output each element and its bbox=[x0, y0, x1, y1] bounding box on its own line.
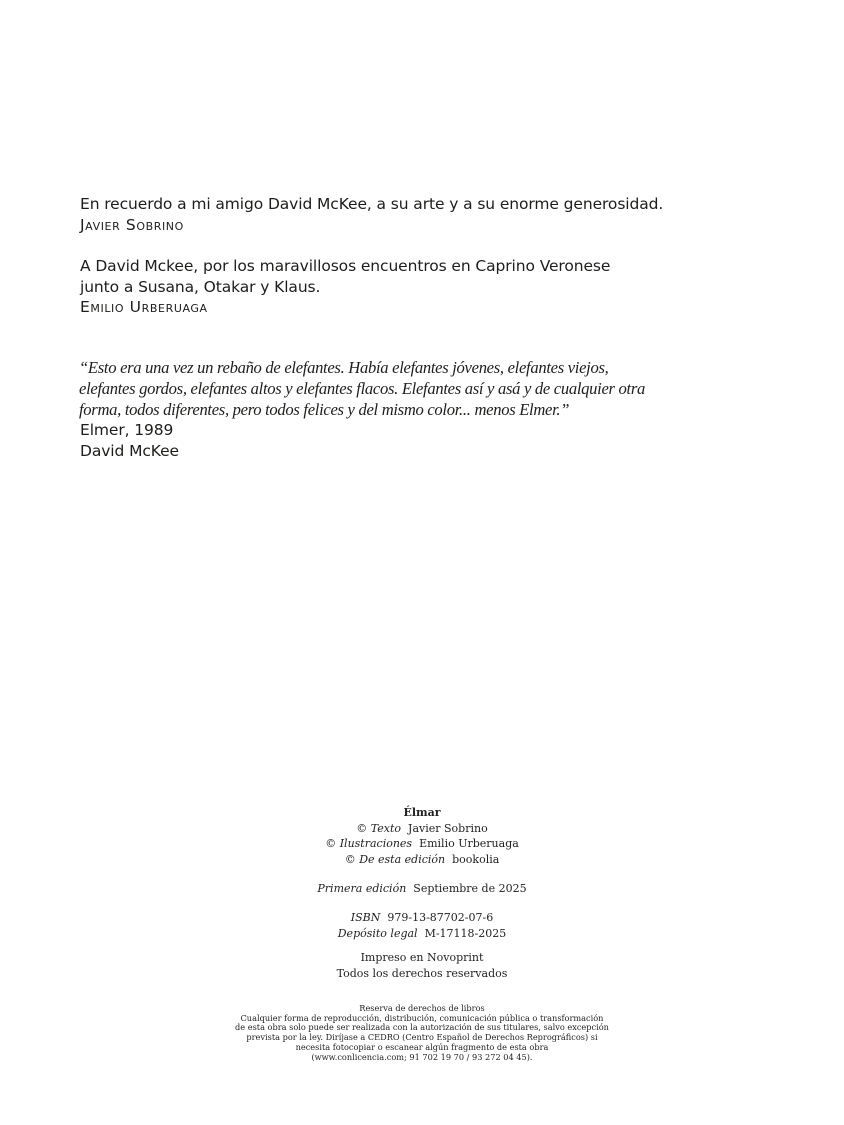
dedication-javier bbox=[80, 194, 664, 235]
legal-line: necesita fotocopiar o escanear algún fragmento de esta obra bbox=[295, 1041, 549, 1052]
dedication-author: Emilio Urberuaga bbox=[80, 298, 208, 316]
epigraph-quote bbox=[79, 358, 645, 420]
legal-line: (www.conlicencia.com; 91 702 19 70 / 93 272 04 45). bbox=[311, 1051, 533, 1062]
rights-reserved: Todos los derechos reservados bbox=[336, 966, 508, 980]
quote-source: Elmer, 1989 bbox=[80, 421, 174, 440]
colophon bbox=[222, 805, 622, 981]
legal-line: Reserva de derechos de libros bbox=[359, 1003, 485, 1013]
dedication-text: En recuerdo a mi amigo David McKee, a su arte y a su enorme generosidad. bbox=[80, 195, 664, 213]
epigraph bbox=[79, 358, 645, 461]
dedication-author: Javier Sobrino bbox=[80, 215, 184, 234]
dedication-text-line: A David Mckee, por los maravillosos encuentros en Caprino Veronese bbox=[80, 257, 611, 275]
first-edition: Primera edición Septiembre de 2025 bbox=[317, 882, 527, 896]
legal-deposit: Depósito legal M-17118-2025 bbox=[337, 926, 507, 940]
dedication-emilio bbox=[80, 256, 640, 318]
book-title: Élmar bbox=[403, 806, 441, 819]
quote-author: David McKee bbox=[80, 441, 179, 460]
quote-line: “Esto era una vez un rebaño de elefantes. Había elefantes jóvenes, elefantes viejos, bbox=[79, 358, 609, 377]
printer: Impreso en Novoprint bbox=[360, 951, 484, 965]
legal-line: Cualquier forma de reproducción, distribución, comunicación pública o transformación bbox=[240, 1012, 604, 1023]
quote-line: forma, todos diferentes, pero todos felices y del mismo color... menos Elmer.” bbox=[79, 399, 570, 419]
legal-line: de esta obra solo puede ser realizada con la autorización de sus titulares, salvo excepción bbox=[235, 1022, 609, 1033]
quote-line: elefantes gordos, elefantes altos y elefantes flacos. Elefantes así y asá y de cualquier otra bbox=[79, 378, 645, 398]
dedication-text-line: junto a Susana, Otakar y Klaus. bbox=[80, 277, 321, 296]
legal-notice bbox=[222, 1004, 622, 1062]
epigraph-attribution bbox=[80, 420, 640, 461]
credit-text: © Texto Javier Sobrino bbox=[356, 821, 488, 835]
credit-edition: © De esta edición bookolia bbox=[344, 852, 500, 866]
credit-illustrations: © Ilustraciones Emilio Urberuaga bbox=[325, 837, 519, 851]
legal-line: prevista por la ley. Diríjase a CEDRO (Centro Español de Derechos Reprográficos) si bbox=[246, 1032, 598, 1043]
isbn: ISBN 979-13-87702-07-6 bbox=[350, 910, 494, 924]
